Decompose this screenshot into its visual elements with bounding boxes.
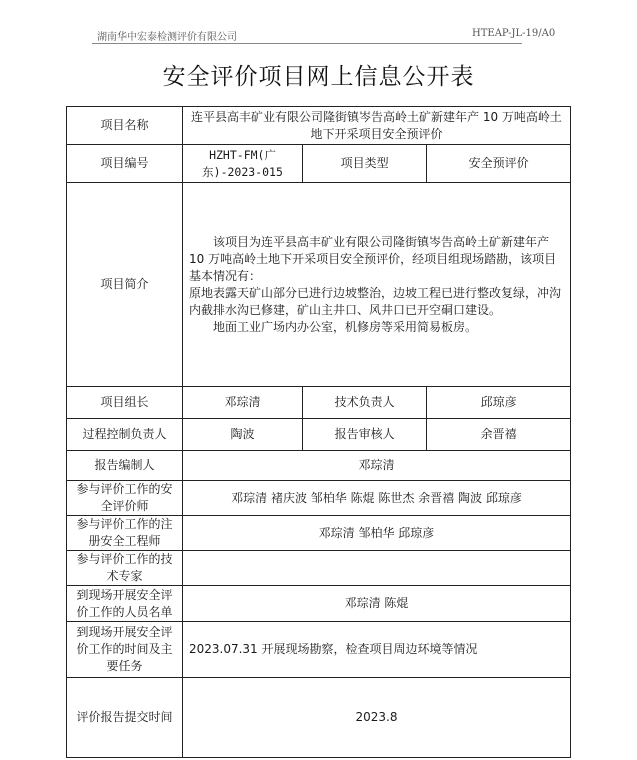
intro-paragraph-2: 原地表露天矿山部分已进行边坡整治，边坡工程已进行整改复绿，冲沟内截排水沟已修建，矿山主井口、风井口已开空硐口建设。 xyxy=(188,285,561,317)
site-staff-value: 邓琮清 陈焜 xyxy=(182,586,570,622)
row-submit xyxy=(67,678,571,758)
site-time-value: 2023.07.31 开展现场勘察，检查项目周边环境等情况 xyxy=(182,622,570,678)
experts-value xyxy=(182,551,570,586)
process-lead-value: 陶波 xyxy=(182,419,302,451)
intro-paragraph-1: 该项目为连平县高丰矿业有限公司隆街镇岑告高岭土矿新建年产 10 万吨高岭土地下开采项目安全预评价，经项目组现场踏勘，该项目基本情况有： xyxy=(188,234,557,283)
row-project-no xyxy=(67,145,571,183)
row-site-time xyxy=(67,622,571,678)
tech-lead-value: 邱琼彦 xyxy=(427,387,571,419)
leader-label: 项目组长 xyxy=(67,387,183,419)
info-table xyxy=(66,106,571,758)
header-divider xyxy=(92,43,522,44)
intro-paragraph-3: 地面工业广场内办公室，机修房等采用简易板房。 xyxy=(212,319,477,334)
header-doc-code: HTEAP-JL-19/A0 xyxy=(472,28,556,39)
project-type-value: 安全预评价 xyxy=(427,145,571,183)
row-safety-evaluators xyxy=(67,481,571,516)
project-name-label: 项目名称 xyxy=(67,107,183,145)
tech-lead-label: 技术负责人 xyxy=(303,387,427,419)
process-lead-label: 过程控制负责人 xyxy=(67,419,183,451)
row-process xyxy=(67,419,571,451)
site-staff-label: 到现场开展安全评价工作的人员名单 xyxy=(67,586,183,622)
leader-value: 邓琮清 xyxy=(182,387,302,419)
compiler-value: 邓琮清 xyxy=(182,451,570,481)
experts-label: 参与评价工作的技术专家 xyxy=(67,551,183,586)
project-no-value: HZHT-FM(广东)-2023-015 xyxy=(182,145,302,183)
safety-evaluators-label: 参与评价工作的安全评价师 xyxy=(67,481,183,516)
row-engineers xyxy=(67,516,571,551)
row-project-name xyxy=(67,107,571,145)
project-no-label: 项目编号 xyxy=(67,145,183,183)
intro-value xyxy=(182,183,570,387)
project-name-value: 连平县高丰矿业有限公司隆街镇岑告高岭土矿新建年产 10 万吨高岭土地下开采项目安全预评价 xyxy=(182,107,570,145)
row-compiler xyxy=(67,451,571,481)
site-time-label: 到现场开展安全评价工作的时间及主要任务 xyxy=(67,622,183,678)
submit-label: 评价报告提交时间 xyxy=(67,678,183,758)
engineers-label: 参与评价工作的注册安全工程师 xyxy=(67,516,183,551)
project-type-label: 项目类型 xyxy=(303,145,427,183)
submit-value: 2023.8 xyxy=(182,678,570,758)
row-site-staff xyxy=(67,586,571,622)
reviewer-label: 报告审核人 xyxy=(303,419,427,451)
reviewer-value: 余晋禧 xyxy=(427,419,571,451)
page-title: 安全评价项目网上信息公开表 xyxy=(162,64,475,90)
row-intro xyxy=(67,183,571,387)
compiler-label: 报告编制人 xyxy=(67,451,183,481)
engineers-value: 邓琮清 邹柏华 邱琼彦 xyxy=(182,516,570,551)
intro-label: 项目简介 xyxy=(67,183,183,387)
safety-evaluators-value: 邓琮清 褚庆波 邹柏华 陈焜 陈世杰 余晋禧 陶波 邱琼彦 xyxy=(182,481,570,516)
row-leader xyxy=(67,387,571,419)
row-experts xyxy=(67,551,571,586)
header-company: 湖南华中宏泰检测评价有限公司 xyxy=(97,32,237,43)
